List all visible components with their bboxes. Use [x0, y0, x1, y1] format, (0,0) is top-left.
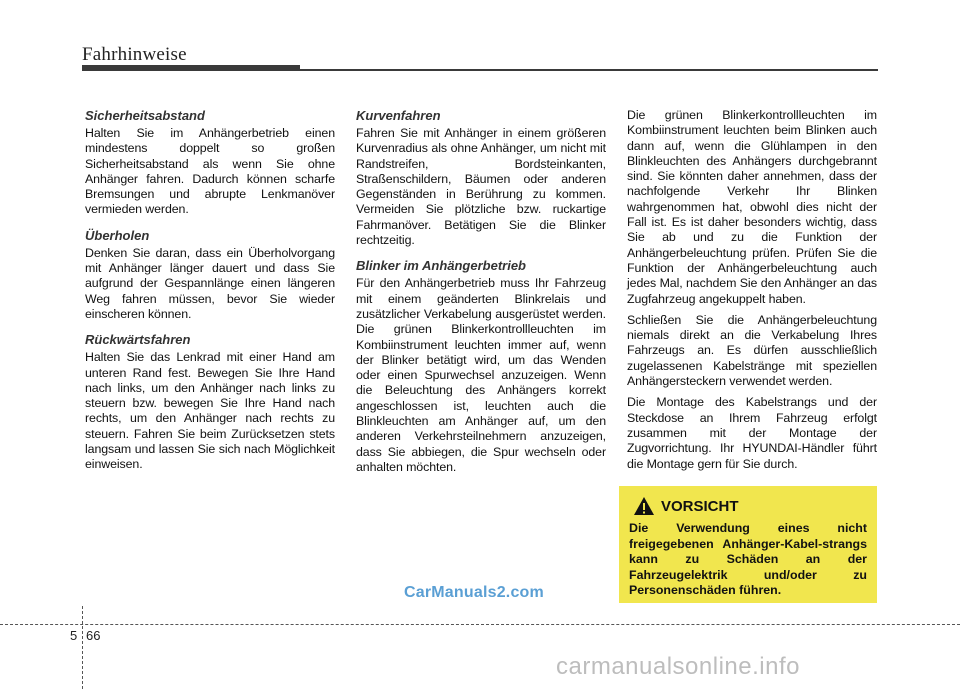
paragraph: Die Montage des Kabelstrangs und der Steckdose an Ihrem Fahrzeug erfolgt zusammen mit der Montage der Zugvorrichtung. Ihr HYUNDAI-Händler führt die Montage gern für Sie durch. — [627, 395, 877, 471]
caution-text: Die Verwendung eines nicht freigegebenen Anhänger-Kabel-strangs kann zu Schäden an der Fahrzeugelektrik und/oder zu Personenschäden führen. — [629, 521, 867, 597]
page-number: 66 — [86, 628, 101, 643]
section-title: Fahrhinweise — [82, 44, 187, 65]
caution-title: VORSICHT — [661, 497, 739, 515]
caution-box — [619, 486, 877, 603]
footer-divider — [82, 606, 83, 689]
header-rule-thin — [300, 69, 878, 71]
chapter-number: 5 — [70, 628, 78, 643]
heading-kurvenfahren: Kurvenfahren — [356, 108, 441, 123]
header-rule-thick — [82, 65, 300, 71]
paragraph: Die grünen Blinkerkontrollleuchten im Kombiinstrument leuchten beim Blinken auch dann auf, wenn die Glühlampen in den Blinkleuchten des Anhängers durchgebrannt sind. Sie könnten daher annehmen, dass der nachfolgende Verkehr Ihr Blinken wahrgenommen hat, obwohl dies nicht der Fall ist. Es ist daher besonders wichtig, dass Sie ab und zu die Funktion der Anhängerbeleuchtung prüfen. Prüfen Sie die Funktion der Anhängerbeleuchtung auch jedes Mal, nachdem Sie den Anhänger an das Zugfahrzeug angekuppelt haben. — [627, 108, 877, 306]
warning-triangle-icon — [633, 496, 655, 516]
text-column-3 — [627, 108, 877, 478]
paragraph: Für den Anhängerbetrieb muss Ihr Fahrzeug mit einem geänderten Blinkrelais und zusätzlicher Verkabelung ausgerüstet werden. Die grünen Blinkerkontrollleuchten im Kombiinstrument leuchten immer auf, wenn der Blinker betätigt wird, um das Wenden oder einen Spurwechsel anzuzeigen. Wenn die Beleuchtung des Anhängers korrekt angeschlossen ist, leuchten auch die Blinkleuchten am Anhänger auf, um den anderen Verkehrsteilnehmern anzuzeigen, dass Sie abbiegen, die Spur wechseln oder anhalten möchten. — [356, 276, 606, 474]
text-column-2 — [356, 108, 606, 485]
heading-sicherheitsabstand: Sicherheitsabstand — [85, 108, 205, 123]
watermark-site: carmanualsonline.info — [556, 653, 800, 680]
paragraph: Halten Sie im Anhängerbetrieb einen mindestens doppelt so großen Sicherheitsabstand als wenn Sie ohne Anhänger fahren. Dadurch können scharfe Bremsungen und abrupte Lenkmanöver vermieden werden. — [85, 126, 335, 217]
caution-header — [629, 496, 867, 516]
paragraph: Schließen Sie die Anhängerbeleuchtung niemals direkt an die Verkabelung Ihres Fahrzeugs an. Es dürfen ausschließlich zugelassenen Kabelstränge mit speziellen Anhängersteckern verwendet werden. — [627, 312, 877, 389]
watermark-link[interactable]: CarManuals2.com — [404, 584, 544, 601]
heading-rueckwaertsfahren: Rückwärtsfahren — [85, 332, 191, 348]
paragraph: Halten Sie das Lenkrad mit einer Hand am unteren Rand fest. Bewegen Sie Ihre Hand nach links, um den Anhänger nach links zu steuern bzw. bewegen Sie Ihre Hand nach rechts, um den Anhänger nach rechts zu steuern. Fahren Sie beim Zurücksetzen stets langsam und lassen Sie sich nach Möglichkeit einweisen. — [85, 350, 335, 472]
heading-ueberholen: Überholen — [85, 227, 150, 243]
paragraph: Fahren Sie mit Anhänger in einem größeren Kurvenradius als ohne Anhänger, um nicht mit Randstreifen, Bordsteinkanten, Straßenschildern, Bäumen oder anderen Gegenständen in Berührung zu kommen. Vermeiden Sie plötzliche bzw. ruckartige Fahrmanöver. Betätigen Sie die Blinker rechtzeitig. — [356, 126, 606, 248]
heading-blinker: Blinker im Anhängerbetrieb — [356, 258, 526, 274]
footer-rule — [0, 624, 960, 625]
paragraph: Denken Sie daran, dass ein Überholvorgang mit Anhänger länger dauert und dass Sie aufgrund der Gespannlänge einen längeren Weg fahren müssen, bevor Sie wieder einscheren können. — [85, 245, 335, 321]
text-column-1 — [85, 108, 335, 483]
